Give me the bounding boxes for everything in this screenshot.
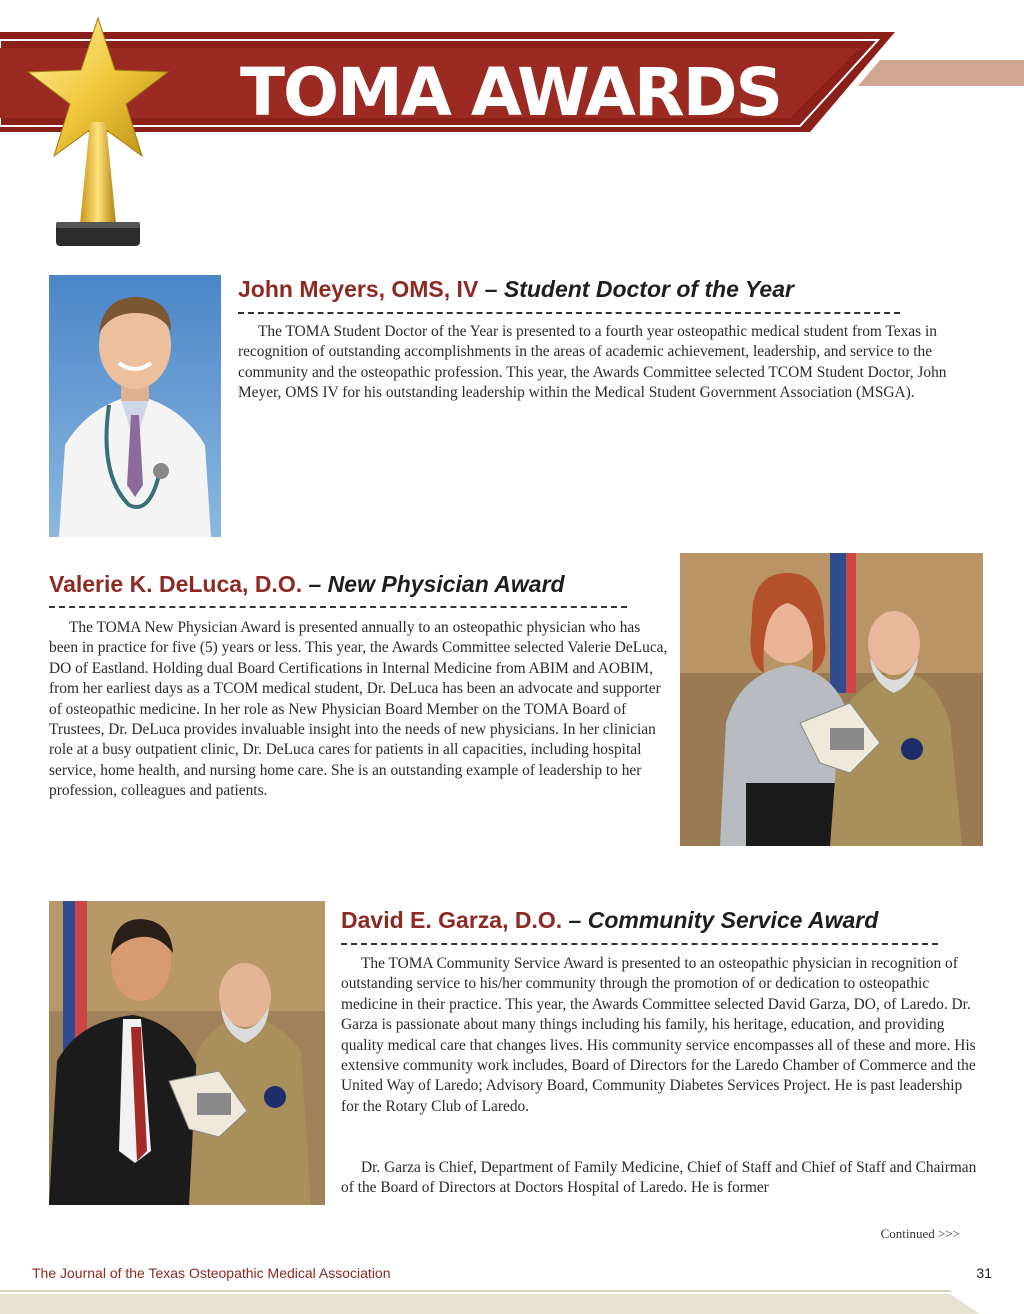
award-heading-new-physician — [49, 570, 565, 598]
page-number: 31 — [976, 1265, 992, 1281]
awardee-name: David E. Garza, D.O. — [341, 907, 563, 933]
divider — [49, 606, 627, 608]
award-description: The TOMA Student Doctor of the Year is presented to a fourth year osteopathic medical student from Texas in recognition of outstanding accomplishments in the areas of academic achievement, leadership, and service to the community and the osteopathic profession. This year, the Awards Committee selected TCOM Student Doctor, John Meyer, OMS IV for his outstanding leadership within the Medical Student Government Association (MSGA). — [238, 323, 947, 402]
award-title: – Community Service Award — [568, 907, 879, 933]
footer-journal-name: The Journal of the Texas Osteopathic Medical Association — [32, 1265, 391, 1281]
award-heading-community-service — [341, 906, 878, 934]
page-title: TOMA AWARDS — [240, 54, 782, 131]
award-description: The TOMA New Physician Award is presented annually to an osteopathic physician who has been in practice for five (5) years or less. This year, the Awards Committee selected Valerie DeLuca, DO of Eastland. Holding dual Board Certifications in Internal Medicine from ABIM and AOBIM, from her earliest days as a TCOM medical student, Dr. DeLuca has been an advocate and supporter of osteopathic medicine. In her role as New Physician Board Member on the TOMA Board of Trustees, Dr. DeLuca provides invaluable insight into the needs of new physicians. In her clinician role at a busy outpatient clinic, Dr. DeLuca cares for patients in all capacities, including hospital service, home health, and nursing home care. She is an outstanding example of leadership to her profession, colleagues and patients. — [49, 619, 668, 800]
award-title: – New Physician Award — [308, 571, 565, 597]
divider — [238, 312, 900, 314]
photo-valerie-deluca — [680, 553, 983, 846]
awardee-name: Valerie K. DeLuca, D.O. — [49, 571, 303, 597]
continued-link[interactable]: Continued >>> — [880, 1226, 960, 1241]
award-title: – Student Doctor of the Year — [484, 276, 794, 302]
photo-david-garza — [49, 901, 325, 1205]
award-description-continued: Dr. Garza is Chief, Department of Family Medicine, Chief of Staff and Chief of Staff and Chairman of the Board of Directors at Doctors Hospital of Laredo. He is former — [341, 1159, 977, 1197]
award-description: The TOMA Community Service Award is presented to an osteopathic physician in recognition of outstanding service to his/her community through the promotion of or dedication to osteopathic medicine in their practice. This year, the Awards Committee selected David Garza, DO, of Laredo. Dr. Garza is passionate about many things including his family, his heritage, education, and providing quality medical care that changes lives. His community service encompasses all of these and more. His extensive community work includes, Board of Directors for the Laredo Chamber of Commerce and the United Way of Laredo; Advisory Board, Community Diabetes Services Project. He is past leadership for the Rotary Club of Laredo. — [341, 955, 976, 1115]
footer-band — [0, 1290, 1024, 1314]
award-heading-student-doctor — [238, 275, 794, 303]
photo-john-meyers — [49, 275, 221, 537]
star-trophy-icon — [20, 14, 170, 250]
awardee-name: John Meyers, OMS, IV — [238, 276, 479, 302]
divider — [341, 943, 938, 945]
